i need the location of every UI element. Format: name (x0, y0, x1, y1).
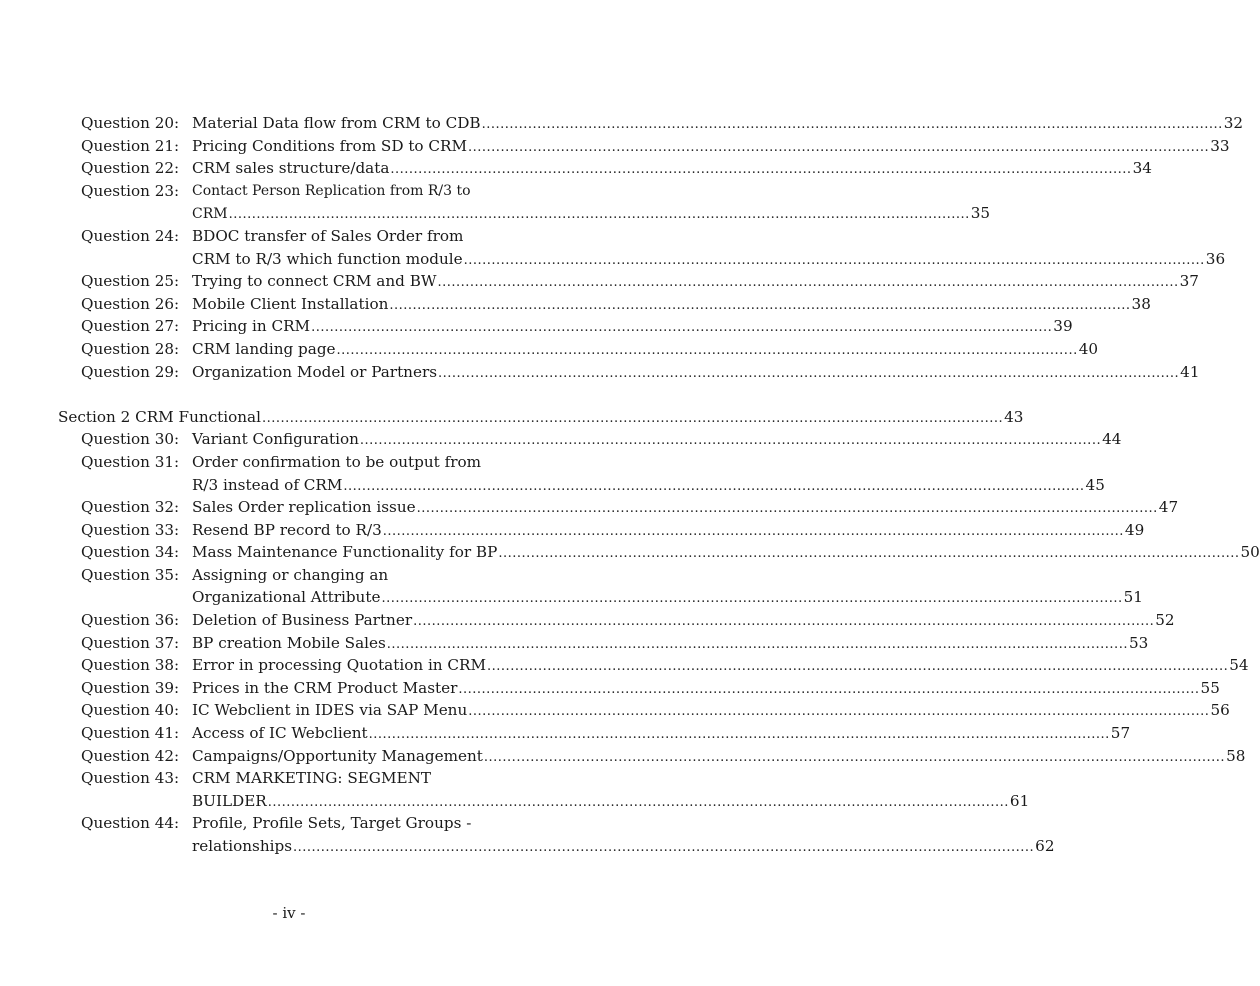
toc-row (0, 609, 1175, 632)
entry-title: IC Webclient in IDES via SAP Menu (192, 701, 468, 720)
toc-entry[interactable] (192, 609, 1175, 634)
dot-leader: ................................................................................................................................................................ (498, 546, 1240, 562)
question-label: Question 36: (81, 611, 180, 630)
entry-title: Mass Maintenance Functionality for BP (192, 543, 498, 562)
entry-title: Deletion of Business Partner (192, 611, 413, 630)
toc-row (0, 632, 1149, 655)
entry-title: CRM sales structure/data (192, 159, 390, 178)
entry-page-number: 32 (1223, 114, 1244, 132)
toc-entry[interactable] (192, 361, 1200, 386)
question-label: Question 42: (81, 746, 180, 765)
toc-row (0, 496, 1179, 519)
toc-row (0, 451, 638, 474)
question-label: Question 32: (81, 498, 180, 517)
entry-title: Organization Model or Partners (192, 362, 437, 381)
toc-entry[interactable] (192, 157, 1152, 182)
toc-entry[interactable] (192, 745, 1246, 770)
toc-entry[interactable] (192, 586, 1143, 611)
entry-title: CRM to R/3 which function module (192, 249, 463, 268)
entry-title: Access of IC Webclient (192, 724, 368, 743)
question-label: Question 37: (81, 633, 180, 652)
question-label: Question 25: (81, 272, 180, 291)
entry-page-number: 39 (1053, 317, 1073, 336)
dot-leader: ................................................................................................................................................................ (390, 162, 1132, 178)
dot-leader: ................................................................................................................................................................ (416, 501, 1158, 517)
question-label: Question 35: (81, 565, 180, 584)
toc-entry[interactable] (192, 315, 1073, 340)
section-page-number: 43 (1004, 407, 1024, 426)
dot-leader: ................................................................................................................................................................ (267, 794, 1009, 810)
toc-entry[interactable] (192, 225, 521, 248)
entry-title: CRM landing page (192, 339, 336, 358)
entry-page-number: 36 (1205, 249, 1226, 268)
toc-row (0, 519, 1145, 542)
toc-row (0, 180, 638, 203)
section-title: Section 2 CRM Functional (58, 407, 261, 426)
entry-page-number: 41 (1180, 362, 1200, 381)
toc-part-1 (0, 112, 1244, 383)
entry-page-number: 56 (1210, 701, 1230, 720)
question-label: Question 43: (81, 769, 180, 788)
toc-row (0, 202, 991, 225)
toc-entry[interactable] (192, 722, 1131, 747)
entry-title: CRM (192, 206, 228, 223)
toc-row (0, 338, 1099, 361)
dot-leader: ................................................................................................................................................................ (386, 636, 1128, 652)
dot-leader: ................................................................................................................................................................ (463, 252, 1205, 268)
toc-entry[interactable] (192, 248, 1226, 273)
toc-row (0, 699, 1230, 722)
toc-entry[interactable] (192, 293, 1151, 318)
question-label: Question 21: (81, 136, 180, 155)
entry-page-number: 38 (1131, 294, 1151, 313)
question-label: Question 29: (81, 362, 180, 381)
section-gap (0, 383, 638, 406)
question-label: Question 26: (81, 294, 180, 313)
toc-row (0, 361, 1200, 384)
dot-leader: ................................................................................................................................................................ (437, 275, 1179, 291)
dot-leader: ................................................................................................................................................................ (368, 727, 1110, 743)
entry-title: Prices in the CRM Product Master (192, 678, 458, 697)
entry-title: Contact Person Replication from R/3 to (192, 182, 471, 199)
toc-row (0, 225, 638, 248)
entry-title: Assigning or changing an (192, 565, 389, 584)
toc-entry[interactable] (192, 428, 1122, 453)
entry-page-number: 40 (1078, 339, 1099, 358)
section-entry[interactable] (58, 406, 1024, 431)
entry-page-number: 52 (1155, 611, 1175, 630)
entry-title: Profile, Profile Sets, Target Groups - (192, 814, 472, 833)
entry-title: BDOC transfer of Sales Order from (192, 226, 464, 245)
toc-entry[interactable] (192, 112, 1244, 137)
toc-entry[interactable] (192, 632, 1149, 657)
entry-page-number: 62 (1035, 837, 1055, 855)
dot-leader: ................................................................................................................................................................ (483, 749, 1226, 765)
dot-leader: ................................................................................................................................................................ (438, 365, 1180, 381)
question-label: Question 23: (81, 181, 180, 200)
entry-title: Pricing Conditions from SD to CRM (192, 136, 468, 155)
toc-entry[interactable] (192, 812, 521, 835)
dot-leader: ................................................................................................................................................................ (487, 659, 1229, 675)
page-folio: - iv - (272, 904, 306, 922)
question-label: Question 38: (81, 656, 180, 675)
toc-entry[interactable] (192, 451, 521, 474)
entry-page-number: 55 (1200, 678, 1220, 697)
entry-page-number: 57 (1110, 724, 1131, 743)
entry-title: Trying to connect CRM and BW (192, 272, 437, 291)
toc-entry[interactable] (192, 474, 1105, 499)
toc-row (0, 541, 1260, 564)
toc-entry[interactable] (192, 835, 1055, 860)
toc-entry[interactable] (192, 541, 1260, 566)
entry-page-number: 47 (1158, 498, 1179, 517)
toc-entry[interactable] (192, 135, 1230, 160)
question-label: Question 30: (81, 430, 180, 449)
toc-row (0, 293, 1151, 316)
entry-page-number: 61 (1009, 791, 1030, 810)
entry-page-number: 44 (1102, 430, 1122, 449)
dot-leader: ................................................................................................................................................................ (413, 614, 1155, 630)
dot-leader: ................................................................................................................................................................ (468, 139, 1210, 155)
entry-title: Campaigns/Opportunity Management (192, 746, 483, 765)
dot-leader: ................................................................................................................................................................ (468, 704, 1210, 720)
question-label: Question 24: (81, 226, 180, 245)
dot-leader: ................................................................................................................................................................ (293, 840, 1035, 855)
dot-leader: ................................................................................................................................................................ (481, 117, 1223, 132)
toc-row (0, 790, 1030, 813)
entry-page-number: 34 (1132, 159, 1152, 178)
dot-leader: ................................................................................................................................................................ (359, 433, 1102, 449)
toc-row (0, 248, 1226, 271)
toc-entry[interactable] (192, 654, 1249, 679)
dot-leader: ................................................................................................................................................................ (458, 681, 1200, 697)
toc-entry[interactable] (192, 519, 1145, 544)
toc-part-2 (0, 428, 1260, 857)
entry-title: Material Data flow from CRM to CDB (192, 114, 481, 132)
dot-leader: ................................................................................................................................................................ (336, 342, 1078, 358)
toc-row (0, 586, 1143, 609)
toc-entry[interactable] (192, 338, 1099, 363)
question-label: Question 28: (81, 339, 180, 358)
entry-page-number: 51 (1123, 588, 1143, 607)
toc-row (0, 767, 638, 790)
section-row (0, 406, 1024, 429)
dot-leader: ................................................................................................................................................................ (228, 207, 970, 223)
question-label: Question 34: (81, 543, 180, 562)
toc-row (0, 428, 1122, 451)
dot-leader: ................................................................................................................................................................ (261, 410, 1004, 426)
toc-row (0, 315, 1073, 338)
entry-title: BUILDER (192, 791, 267, 810)
toc-entry[interactable] (192, 496, 1179, 521)
dot-leader: ................................................................................................................................................................ (382, 523, 1124, 539)
toc-row (0, 564, 638, 587)
entry-page-number: 53 (1128, 633, 1149, 652)
question-label: Question 27: (81, 317, 180, 336)
entry-title: Pricing in CRM (192, 317, 311, 336)
toc-entry[interactable] (192, 767, 521, 790)
toc-row (0, 835, 1055, 858)
entry-title: Resend BP record to R/3 (192, 520, 382, 539)
entry-page-number: 45 (1085, 475, 1105, 494)
dot-leader: ................................................................................................................................................................ (343, 478, 1085, 494)
entry-title: Mobile Client Installation (192, 294, 389, 313)
entry-title: R/3 instead of CRM (192, 475, 343, 494)
entry-page-number: 33 (1210, 136, 1230, 155)
toc-row (0, 112, 1244, 135)
table-of-contents (0, 112, 1260, 858)
toc-entry[interactable] (192, 270, 1199, 295)
toc-entry[interactable] (192, 790, 1030, 815)
entry-page-number: 49 (1124, 520, 1145, 539)
entry-page-number: 54 (1229, 656, 1249, 675)
entry-page-number: 50 (1240, 543, 1260, 562)
toc-row (0, 677, 1220, 700)
entry-title: Order confirmation to be output from (192, 452, 482, 471)
question-label: Question 40: (81, 701, 180, 720)
toc-row (0, 654, 1249, 677)
toc-entry[interactable] (192, 202, 991, 227)
toc-row (0, 722, 1131, 745)
toc-row (0, 270, 1199, 293)
question-label: Question 33: (81, 520, 180, 539)
entry-title: Variant Configuration (192, 430, 359, 449)
toc-entry[interactable] (192, 699, 1230, 724)
entry-page-number: 58 (1226, 746, 1246, 765)
question-label: Question 20: (81, 114, 180, 132)
entry-page-number: 35 (970, 204, 991, 223)
toc-row (0, 812, 638, 835)
question-label: Question 39: (81, 678, 180, 697)
entry-title: Sales Order replication issue (192, 498, 416, 517)
question-label: Question 41: (81, 724, 180, 743)
question-label: Question 22: (81, 159, 180, 178)
entry-title: Error in processing Quotation in CRM (192, 656, 487, 675)
toc-entry[interactable] (192, 677, 1220, 702)
entry-title: CRM MARKETING: SEGMENT (192, 769, 431, 788)
entry-title: BP creation Mobile Sales (192, 633, 386, 652)
toc-entry[interactable] (192, 564, 521, 587)
toc-row (0, 157, 1152, 180)
question-label: Question 44: (81, 814, 180, 833)
dot-leader: ................................................................................................................................................................ (311, 320, 1053, 336)
entry-title: Organizational Attribute (192, 588, 381, 607)
toc-row (0, 745, 1246, 768)
dot-leader: ................................................................................................................................................................ (381, 591, 1123, 607)
toc-row (0, 474, 1105, 497)
toc-entry[interactable] (192, 180, 521, 203)
dot-leader: ................................................................................................................................................................ (389, 297, 1131, 313)
entry-page-number: 37 (1179, 272, 1199, 291)
question-label: Question 31: (81, 452, 180, 471)
entry-title: relationships (192, 837, 292, 855)
toc-row (0, 135, 1230, 158)
